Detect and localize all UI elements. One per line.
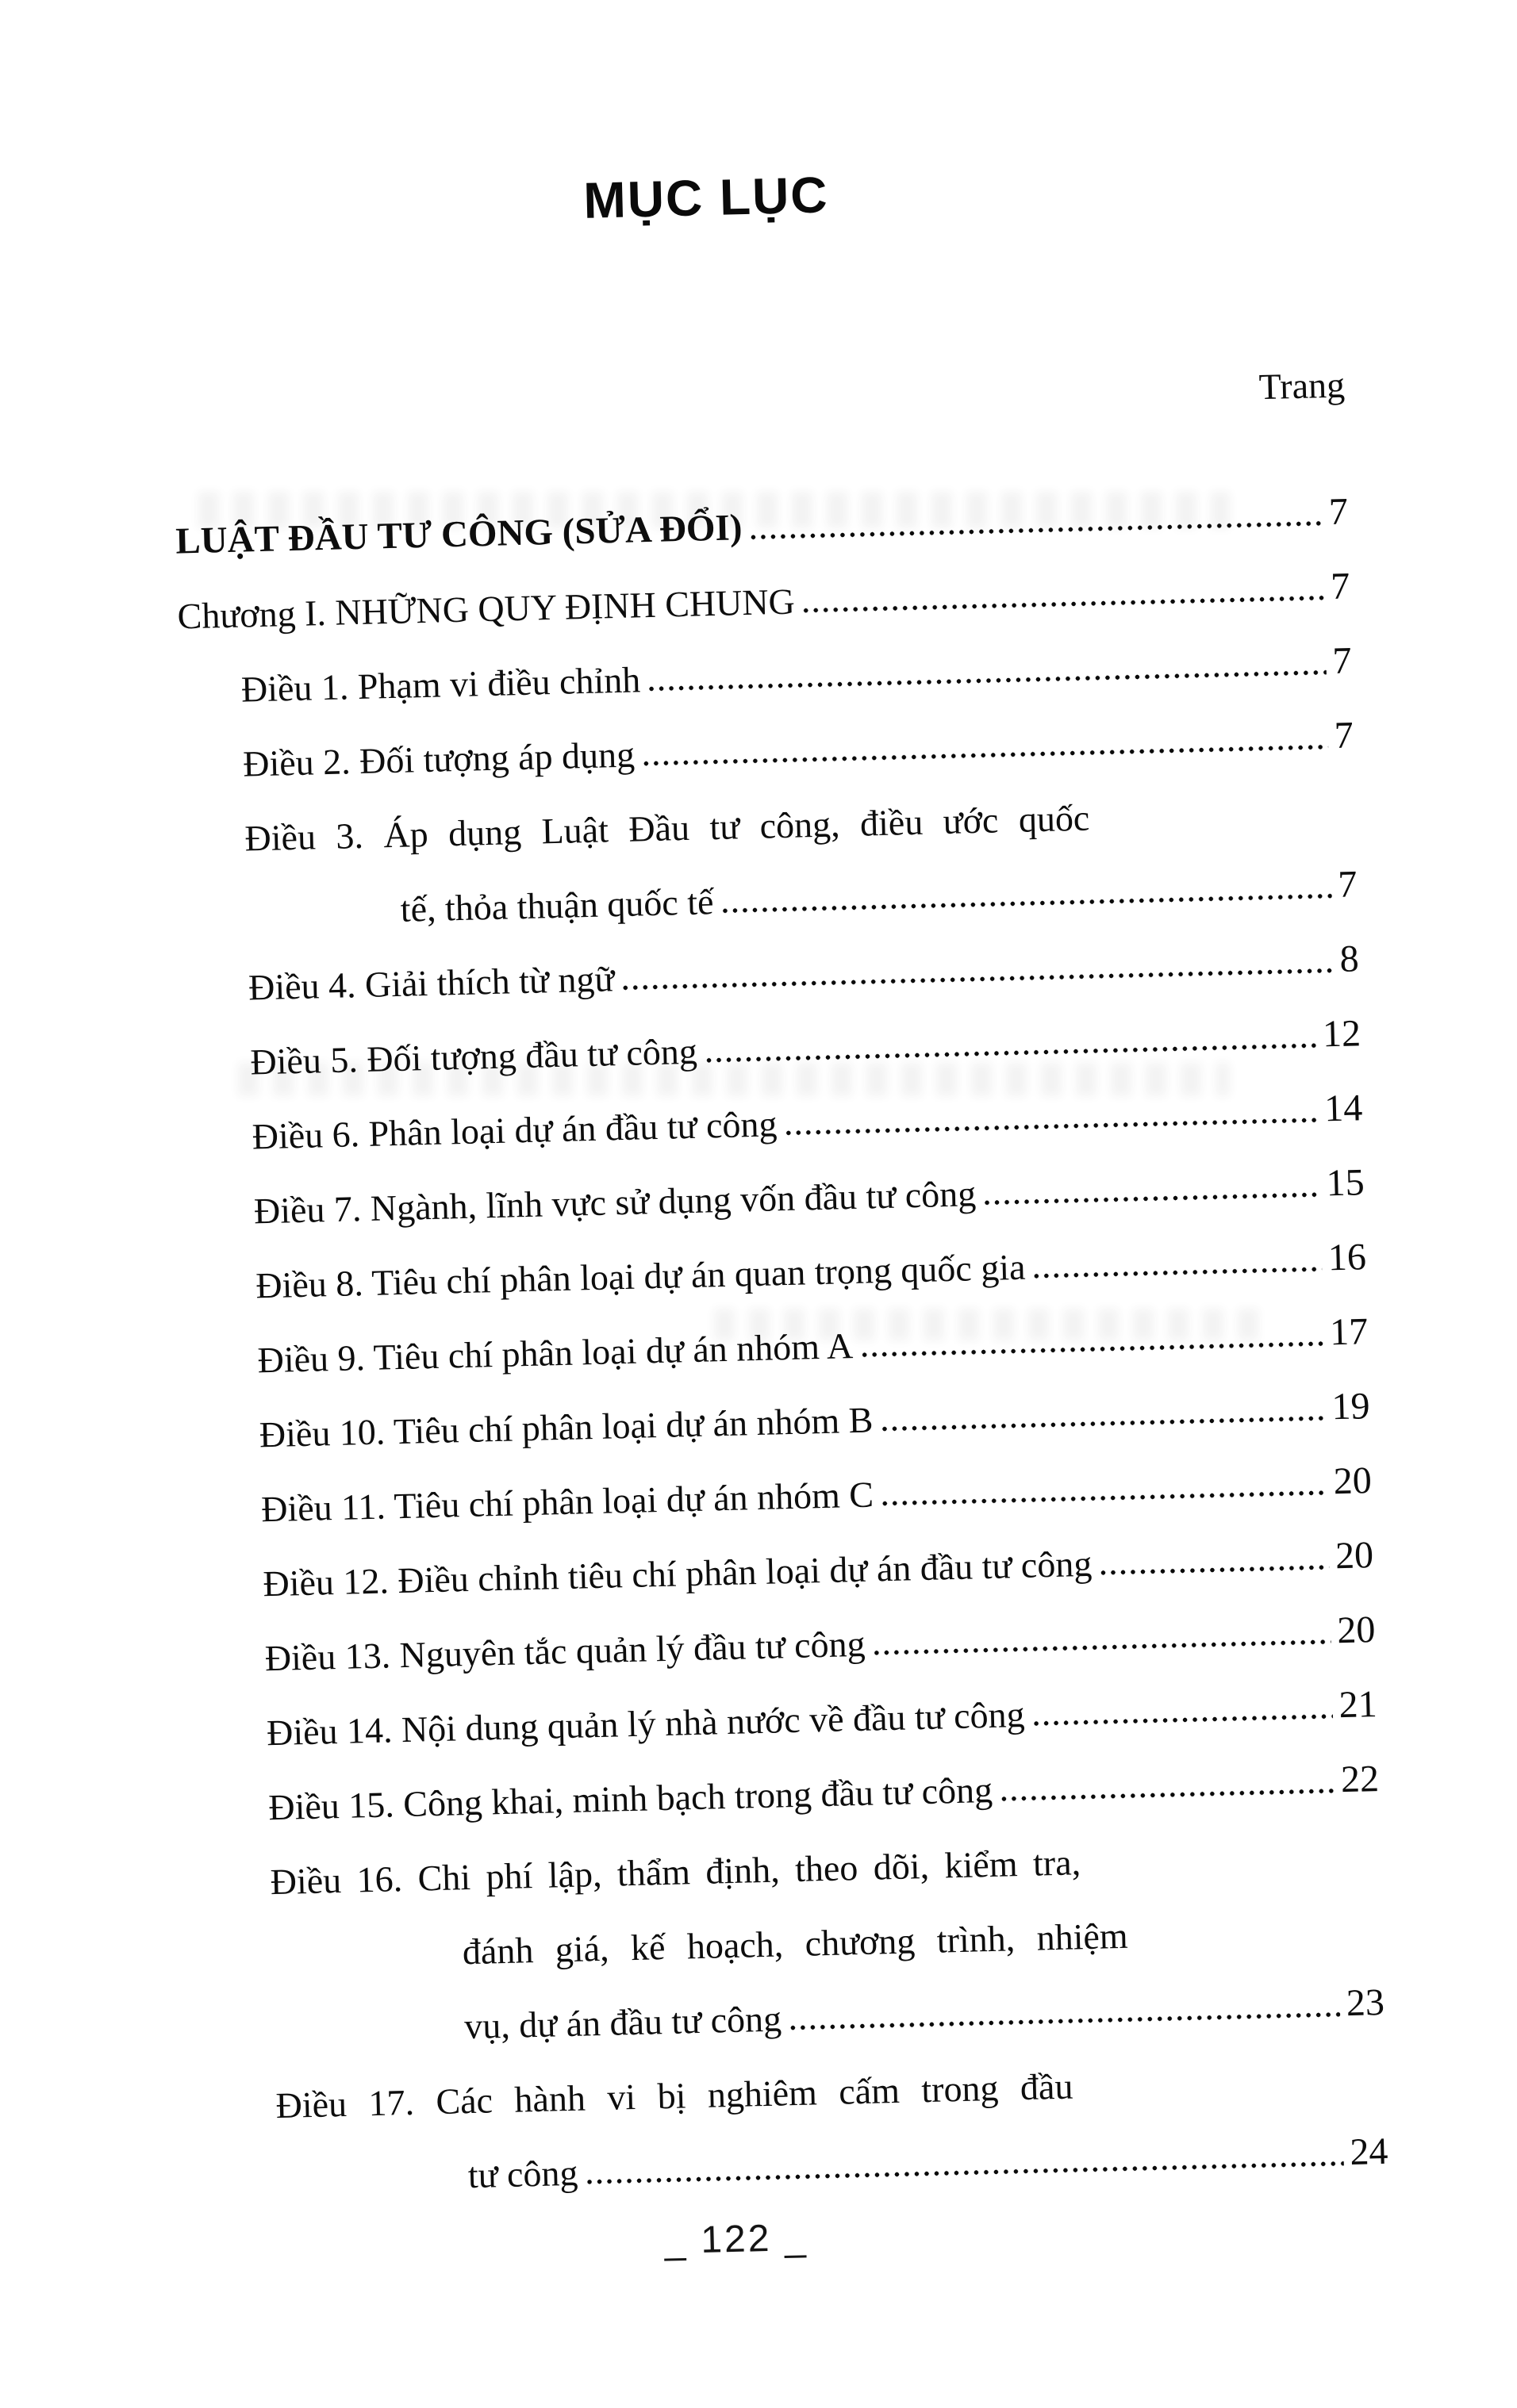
toc-entry-text: Điều 13. Nguyên tắc quản lý đầu tư công bbox=[264, 1623, 866, 1678]
toc-entry-page: 21 bbox=[1338, 1683, 1378, 1727]
dot-leader bbox=[880, 1415, 1326, 1432]
toc-entry-text: Điều 12. Điều chỉnh tiêu chí phân loại dự án đầu tư công bbox=[262, 1543, 1093, 1605]
dot-leader bbox=[801, 595, 1325, 613]
toc-entry-text: Điều 5. Đối tượng đầu tư công bbox=[249, 1030, 698, 1083]
toc-entry-text: Chương I. NHỮNG QUY ĐỊNH CHUNG bbox=[177, 581, 796, 637]
dot-leader bbox=[1031, 1713, 1333, 1726]
toc-entry-page: 7 bbox=[1330, 565, 1350, 608]
toc-entry-text: Điều 15. Công khai, minh bạch trong đầu tư công bbox=[267, 1769, 993, 1827]
dot-leader bbox=[999, 1788, 1335, 1801]
toc-entry-page: 23 bbox=[1346, 1981, 1385, 2025]
toc-entry-text: Điều 14. Nội dung quản lý nhà nước về đầu tư công bbox=[266, 1693, 1026, 1753]
toc-entry-text: Điều 1. Phạm vi điều chỉnh bbox=[240, 659, 641, 710]
page-number-footer: _ 122 _ bbox=[663, 2216, 809, 2263]
toc-entry-page: 20 bbox=[1336, 1609, 1376, 1652]
toc-entry-text: Điều 3. Áp dụng Luật Đầu tư công, điều ước quốc bbox=[244, 797, 1090, 859]
dot-leader bbox=[784, 1118, 1319, 1136]
toc-entry-page: 8 bbox=[1339, 938, 1360, 981]
toc-entry-text: vụ, dự án đầu tư công bbox=[463, 1998, 782, 2046]
toc-entry-page: 14 bbox=[1323, 1087, 1363, 1130]
dot-leader bbox=[872, 1639, 1331, 1655]
toc-entry-text: đánh giá, kế hoạch, chương trình, nhiệm bbox=[462, 1915, 1129, 1972]
toc-entry-page: 7 bbox=[1337, 863, 1358, 907]
dot-leader bbox=[788, 2011, 1340, 2030]
toc-entry-page: 22 bbox=[1340, 1758, 1380, 1801]
toc-entry-text: Điều 10. Tiêu chí phân loại dự án nhóm B bbox=[259, 1399, 874, 1455]
toc-entry-text: Điều 7. Ngành, lĩnh vực sử dụng vốn đầu tư công bbox=[253, 1172, 977, 1232]
table-of-contents bbox=[175, 460, 1388, 2203]
toc-entry-text: Điều 9. Tiêu chí phân loại dự án nhóm A bbox=[256, 1325, 854, 1381]
toc-entry-page: 19 bbox=[1331, 1385, 1371, 1428]
toc-entry-text: Điều 8. Tiêu chí phân loại dự án quan trọng quốc gia bbox=[255, 1246, 1026, 1306]
toc-entry-page: 7 bbox=[1334, 714, 1354, 757]
toc-entry-page: 24 bbox=[1349, 2130, 1389, 2174]
dot-leader bbox=[1032, 1267, 1323, 1279]
toc-entry-text: Điều 2. Đối tượng áp dụng bbox=[242, 734, 636, 784]
toc-entry-page: 15 bbox=[1325, 1161, 1365, 1205]
toc-entry-text: tư công bbox=[467, 2152, 579, 2195]
toc-entry-text: LUẬT ĐẦU TƯ CÔNG (SỬA ĐỔI) bbox=[175, 506, 743, 562]
toc-entry-page: 12 bbox=[1322, 1012, 1361, 1056]
toc-entry-page: 7 bbox=[1328, 490, 1349, 534]
toc-entry-page: 20 bbox=[1333, 1459, 1373, 1503]
column-header-trang: Trang bbox=[1258, 364, 1346, 408]
toc-entry-text: tế, thỏa thuận quốc tế bbox=[400, 880, 715, 930]
toc-entry-text: Điều 17. Các hành vi bị nghiêm cấm trong đầu bbox=[275, 2065, 1073, 2126]
toc-entry-page: 7 bbox=[1331, 639, 1353, 683]
toc-entry-text: Điều 4. Giải thích từ ngữ bbox=[248, 957, 615, 1008]
toc-entry-text: Điều 6. Phân loại dự án đầu tư công bbox=[252, 1103, 778, 1157]
dot-leader bbox=[1098, 1564, 1329, 1575]
dot-leader bbox=[880, 1490, 1327, 1506]
dot-leader bbox=[859, 1341, 1323, 1358]
toc-entry-text: Điều 11. Tiêu chí phân loại dự án nhóm C bbox=[260, 1474, 874, 1530]
toc-entry-page: 16 bbox=[1327, 1236, 1367, 1279]
dot-leader bbox=[982, 1192, 1320, 1206]
toc-entry-page: 17 bbox=[1329, 1310, 1369, 1354]
page-title: MỤC LỤC bbox=[582, 166, 830, 229]
toc-entry-text: Điều 16. Chi phí lập, thẩm định, theo dõi, kiểm tra, bbox=[270, 1841, 1081, 1902]
dot-leader bbox=[585, 2161, 1344, 2184]
toc-entry-page: 20 bbox=[1335, 1534, 1374, 1578]
